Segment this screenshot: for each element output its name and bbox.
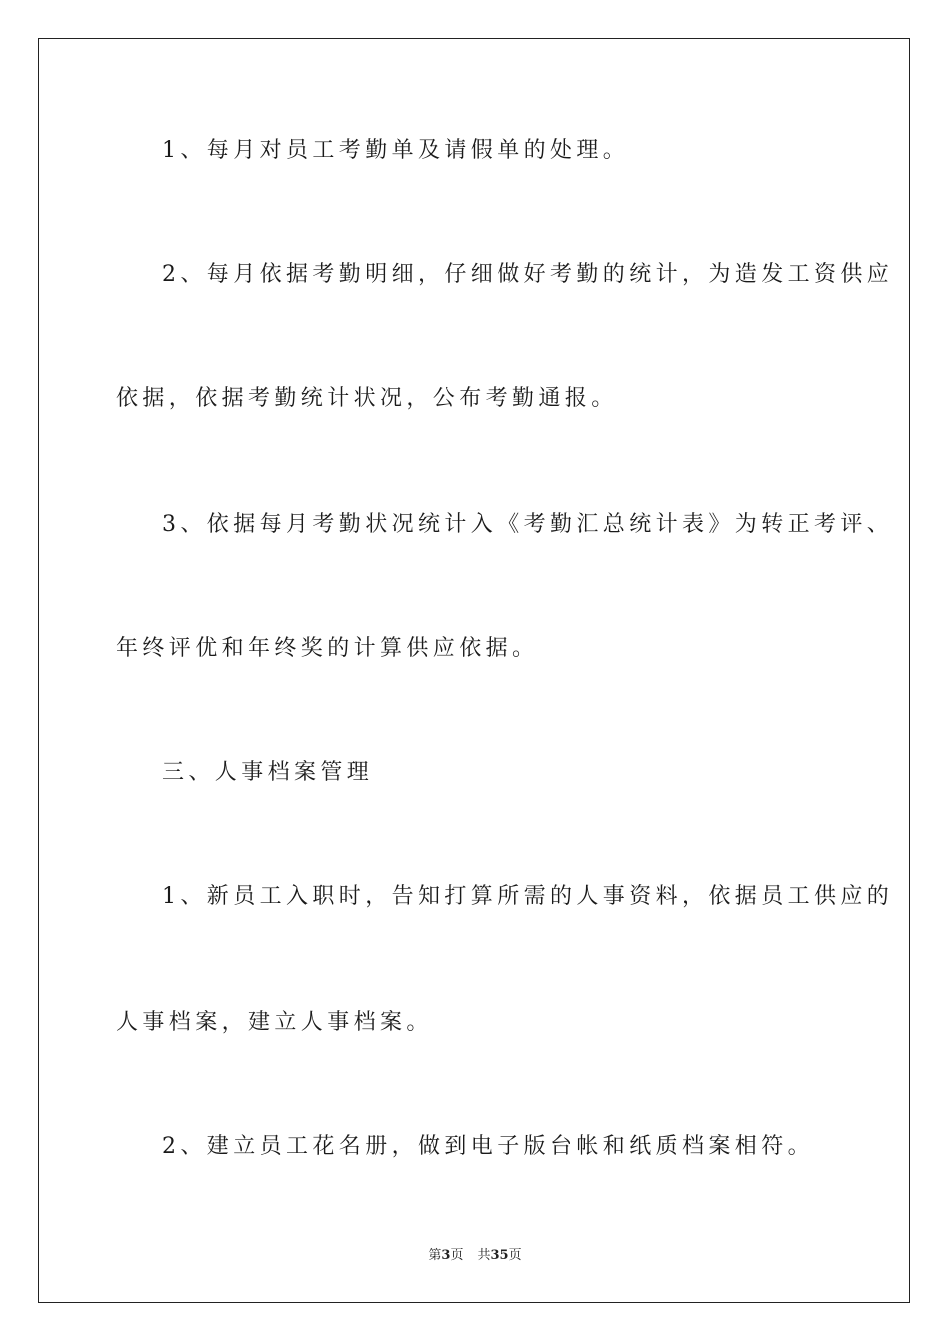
page-border [38,38,910,1303]
paragraph-line-5: 年终评优和年终奖的计算供应依据。 [116,636,539,661]
current-page-number: 3 [441,1248,451,1263]
paragraph-line-3: 依据，依据考勤统计状况，公布考勤通报。 [116,386,618,411]
section-heading: 三、人事档案管理 [162,760,374,785]
total-prefix: 共 [477,1248,491,1263]
page-prefix: 第 [428,1248,442,1263]
paragraph-line-8: 2、建立员工花名册，做到电子版台帐和纸质档案相符。 [162,1134,814,1159]
paragraph-line-4: 3、依据每月考勤状况统计入《考勤汇总统计表》为转正考评、 [162,512,894,537]
paragraph-line-2: 2、每月依据考勤明细，仔细做好考勤的统计，为造发工资供应 [162,262,894,287]
paragraph-line-7: 人事档案，建立人事档案。 [116,1010,433,1035]
page-footer [0,1247,950,1265]
total-suffix: 页 [508,1248,522,1263]
total-pages-number: 35 [490,1248,509,1263]
paragraph-line-6: 1、新员工入职时，告知打算所需的人事资料，依据员工供应的 [162,884,894,909]
page-suffix: 页 [450,1248,464,1263]
paragraph-line-1: 1、每月对员工考勤单及请假单的处理。 [162,138,630,163]
